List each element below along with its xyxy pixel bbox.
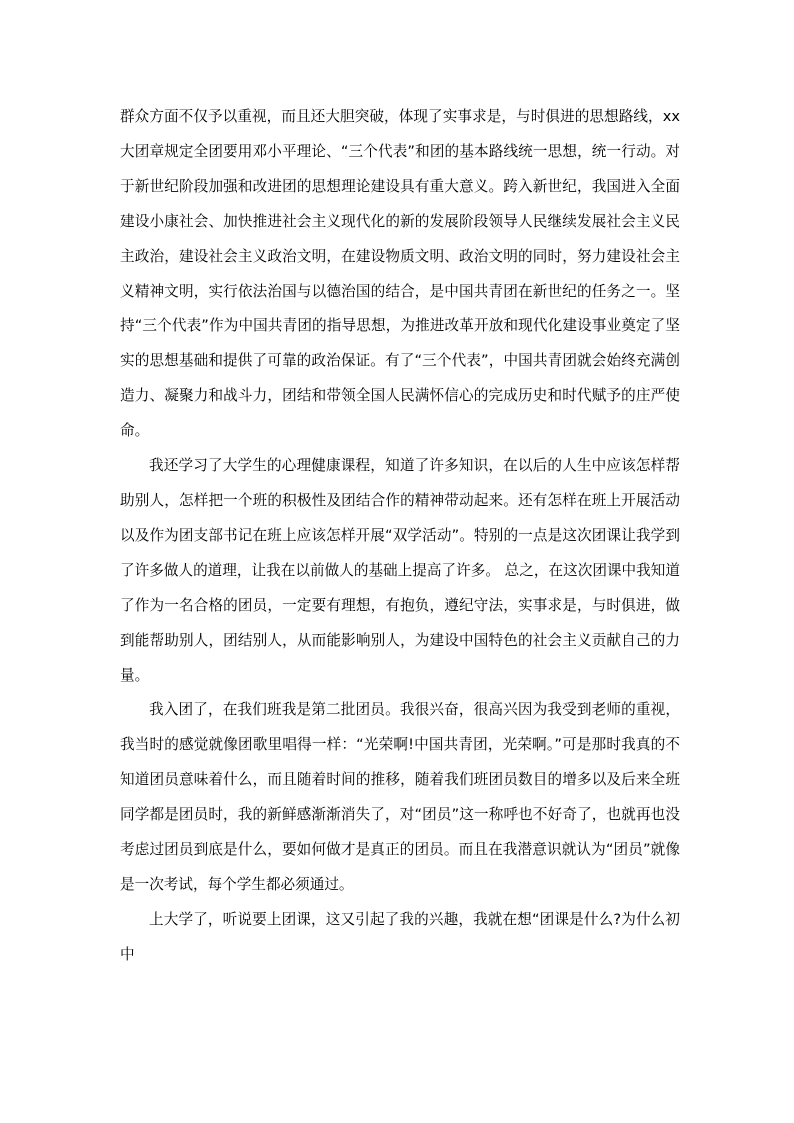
paragraph-1: 群众方面不仅予以重视，而且还大胆突破，体现了实事求是，与时俱进的思想路线，xx大团章规定全团要用邓小平理论、“三个代表”和团的基本路线统一思想，统一行动。对于新世纪阶段加强和改进团的思想理论建设具有重大意义。跨入新世纪，我国进入全面建设小康社会、加快推进社会主义现代化的新的发展阶段领导人民继续发展社会主义民主政治，建设社会主义政治文明，在建设物质文明、政治文明的同时，努力建设社会主义精神文明，实行依法治国与以德治国的结合，是中国共青团在新世纪的任务之一。坚持“三个代表”作为中国共青团的指导思想，为推进改革开放和现代化建设事业奠定了坚实的思想基础和提供了可靠的政治保证。有了“三个代表”，中国共青团就会始终充满创造力、凝聚力和战斗力，团结和带领全国人民满怀信心的完成历史和时代赋予的庄严使命。 xyxy=(120,108,680,440)
paragraph-2: 我还学习了大学生的心理健康课程，知道了许多知识，在以后的人生中应该怎样帮助别人，怎样把一个班的积极性及团结合作的精神带动起来。还有怎样在班上开展活动以及作为团支部书记在班上应该怎样开展“双学活动”。特别的一点是这次团课让我学到了许多做人的道理，让我在以前做人的基础上提高了许多。 总之，在这次团课中我知道了作为一名合格的团员，一定要有理想，有抱负，遵纪守法，实事求是，与时俱进，做到能帮助别人，团结别人，从而能影响别人，为建设中国特色的社会主义贡献自己的力量。 xyxy=(120,457,680,684)
document-body xyxy=(120,100,680,973)
paragraph-3: 我入团了，在我们班我是第二批团员。我很兴奋，很高兴因为我受到老师的重视，我当时的感觉就像团歌里唱得一样：“光荣啊!中国共青团，光荣啊。”可是那时我真的不知道团员意味着什么，而且随着时间的推移，随着我们班团员数目的增多以及后来全班同学都是团员时，我的新鲜感渐渐消失了，对“团员”这一称呼也不好奇了，也就再也没考虑过团员到底是什么，要如何做才是真正的团员。而且在我潜意识就认为“团员”就像是一次考试，每个学生都必须通过。 xyxy=(120,701,680,893)
paragraph-4: 上大学了，听说要上团课，这又引起了我的兴趣，我就在想“团课是什么?为什么初中 xyxy=(120,910,680,963)
